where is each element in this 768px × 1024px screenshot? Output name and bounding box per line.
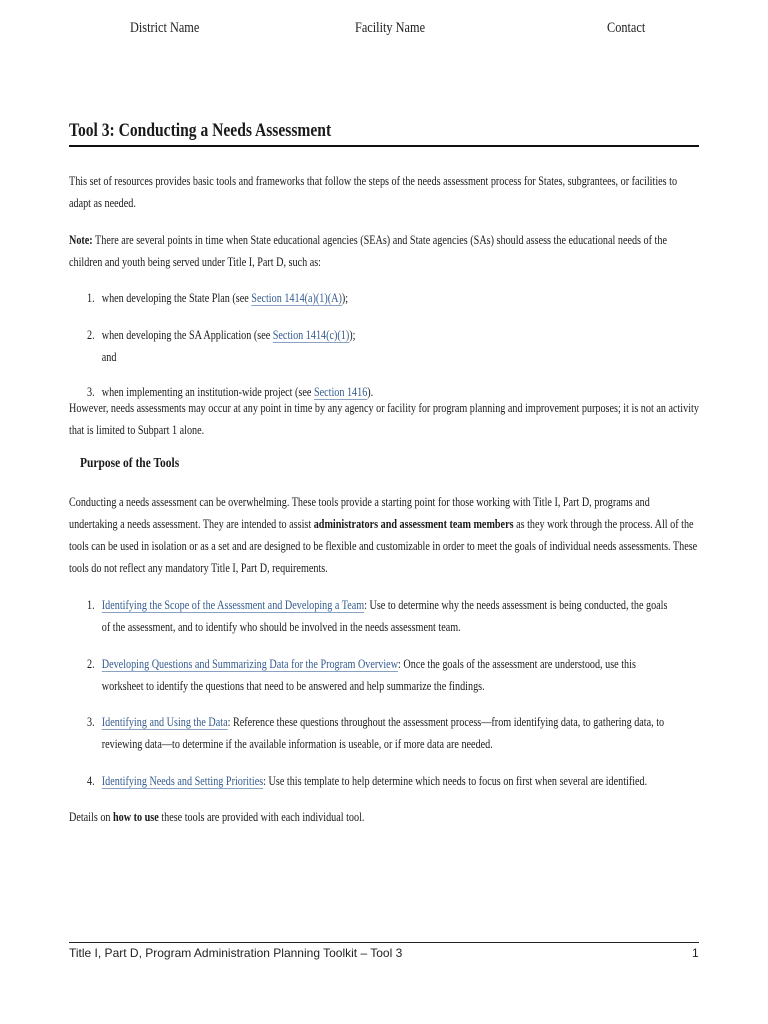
footer-divider [69, 942, 699, 943]
section-1414c-link[interactable]: Section 1414(c)(1) [272, 328, 350, 342]
tool-2-link[interactable]: Developing Questions and Summarizing Data for the Program Overview [101, 657, 399, 671]
footer-title: Title I, Part D, Program Administration Planning Toolkit – Tool 3 [69, 946, 403, 960]
purpose-heading: Purpose of the Tools [80, 456, 180, 471]
occasion-item-2: 2. when developing the SA Application (see Section 1414(c)(1)); and [87, 328, 356, 364]
tool-4-link[interactable]: Identifying Needs and Setting Priorities [101, 774, 264, 788]
note-paragraph: Note: There are several points in time when State educational agencies (SEAs) and State agencies (SAs) should assess the educational needs of the children and youth being served under Title I, Part D, such as: [69, 233, 667, 269]
occasion-item-3: 3. when implementing an institution-wide project (see Section 1416). [87, 385, 374, 399]
details-paragraph: Details on how to use these tools are provided with each individual tool. [69, 810, 365, 824]
page-title: Tool 3: Conducting a Needs Assessment [69, 120, 699, 147]
however-paragraph: However, needs assessments may occur at any point in time by any agency or facility for program planning and improvement purposes; it is not an activity that is limited to Subpart 1 alone. [69, 401, 699, 437]
occasion-item-1: 1. when developing the State Plan (see Section 1414(a)(1)(A)); [87, 291, 349, 305]
tool-1-link[interactable]: Identifying the Scope of the Assessment and Developing a Team [101, 598, 365, 612]
tool-item-1: 1. Identifying the Scope of the Assessment and Developing a Team: Use to determine why the needs assessment is being conducted, the goals of the assessment, and to identify who should be involved in the needs assessment team. [87, 598, 668, 634]
tool-item-3: 3. Identifying and Using the Data: Reference these questions throughout the assessment process—from identifying data, to gathering data, to reviewing data—to determine if the available information is useable, or if more data are needed. [87, 715, 665, 751]
section-1416-link[interactable]: Section 1416 [313, 385, 368, 399]
header-district: District Name [130, 20, 200, 36]
tool-item-4: 4. Identifying Needs and Setting Priorities: Use this template to help determine which needs to focus on first when several are identified. [87, 774, 648, 788]
header-contact: Contact [607, 20, 646, 36]
section-1414a-link[interactable]: Section 1414(a)(1)(A) [251, 291, 342, 305]
tool-item-2: 2. Developing Questions and Summarizing Data for the Program Overview: Once the goals of the assessment are understood, use this worksheet to identify the questions that need to be answered and help summarize the findings. [87, 657, 636, 693]
page-number: 1 [692, 946, 699, 960]
header-facility: Facility Name [355, 20, 426, 36]
intro-paragraph: This set of resources provides basic tools and frameworks that follow the steps of the needs assessment process for States, subgrantees, or facilities to adapt as needed. [69, 174, 678, 210]
note-label: Note: [69, 233, 93, 247]
tool-3-link[interactable]: Identifying and Using the Data [101, 715, 228, 729]
purpose-paragraph: Conducting a needs assessment can be overwhelming. These tools provide a starting point for those working with Title I, Part D, programs and undertaking a needs assessment. They are intended to assist administrators and assessment team members as they work through the process. All of the tools can be used in isolation or as a set and are designed to be flexible and customizable in order to meet the goals of individual needs assessments. These tools do not reflect any mandatory Title I, Part D, requirements. [69, 495, 698, 575]
